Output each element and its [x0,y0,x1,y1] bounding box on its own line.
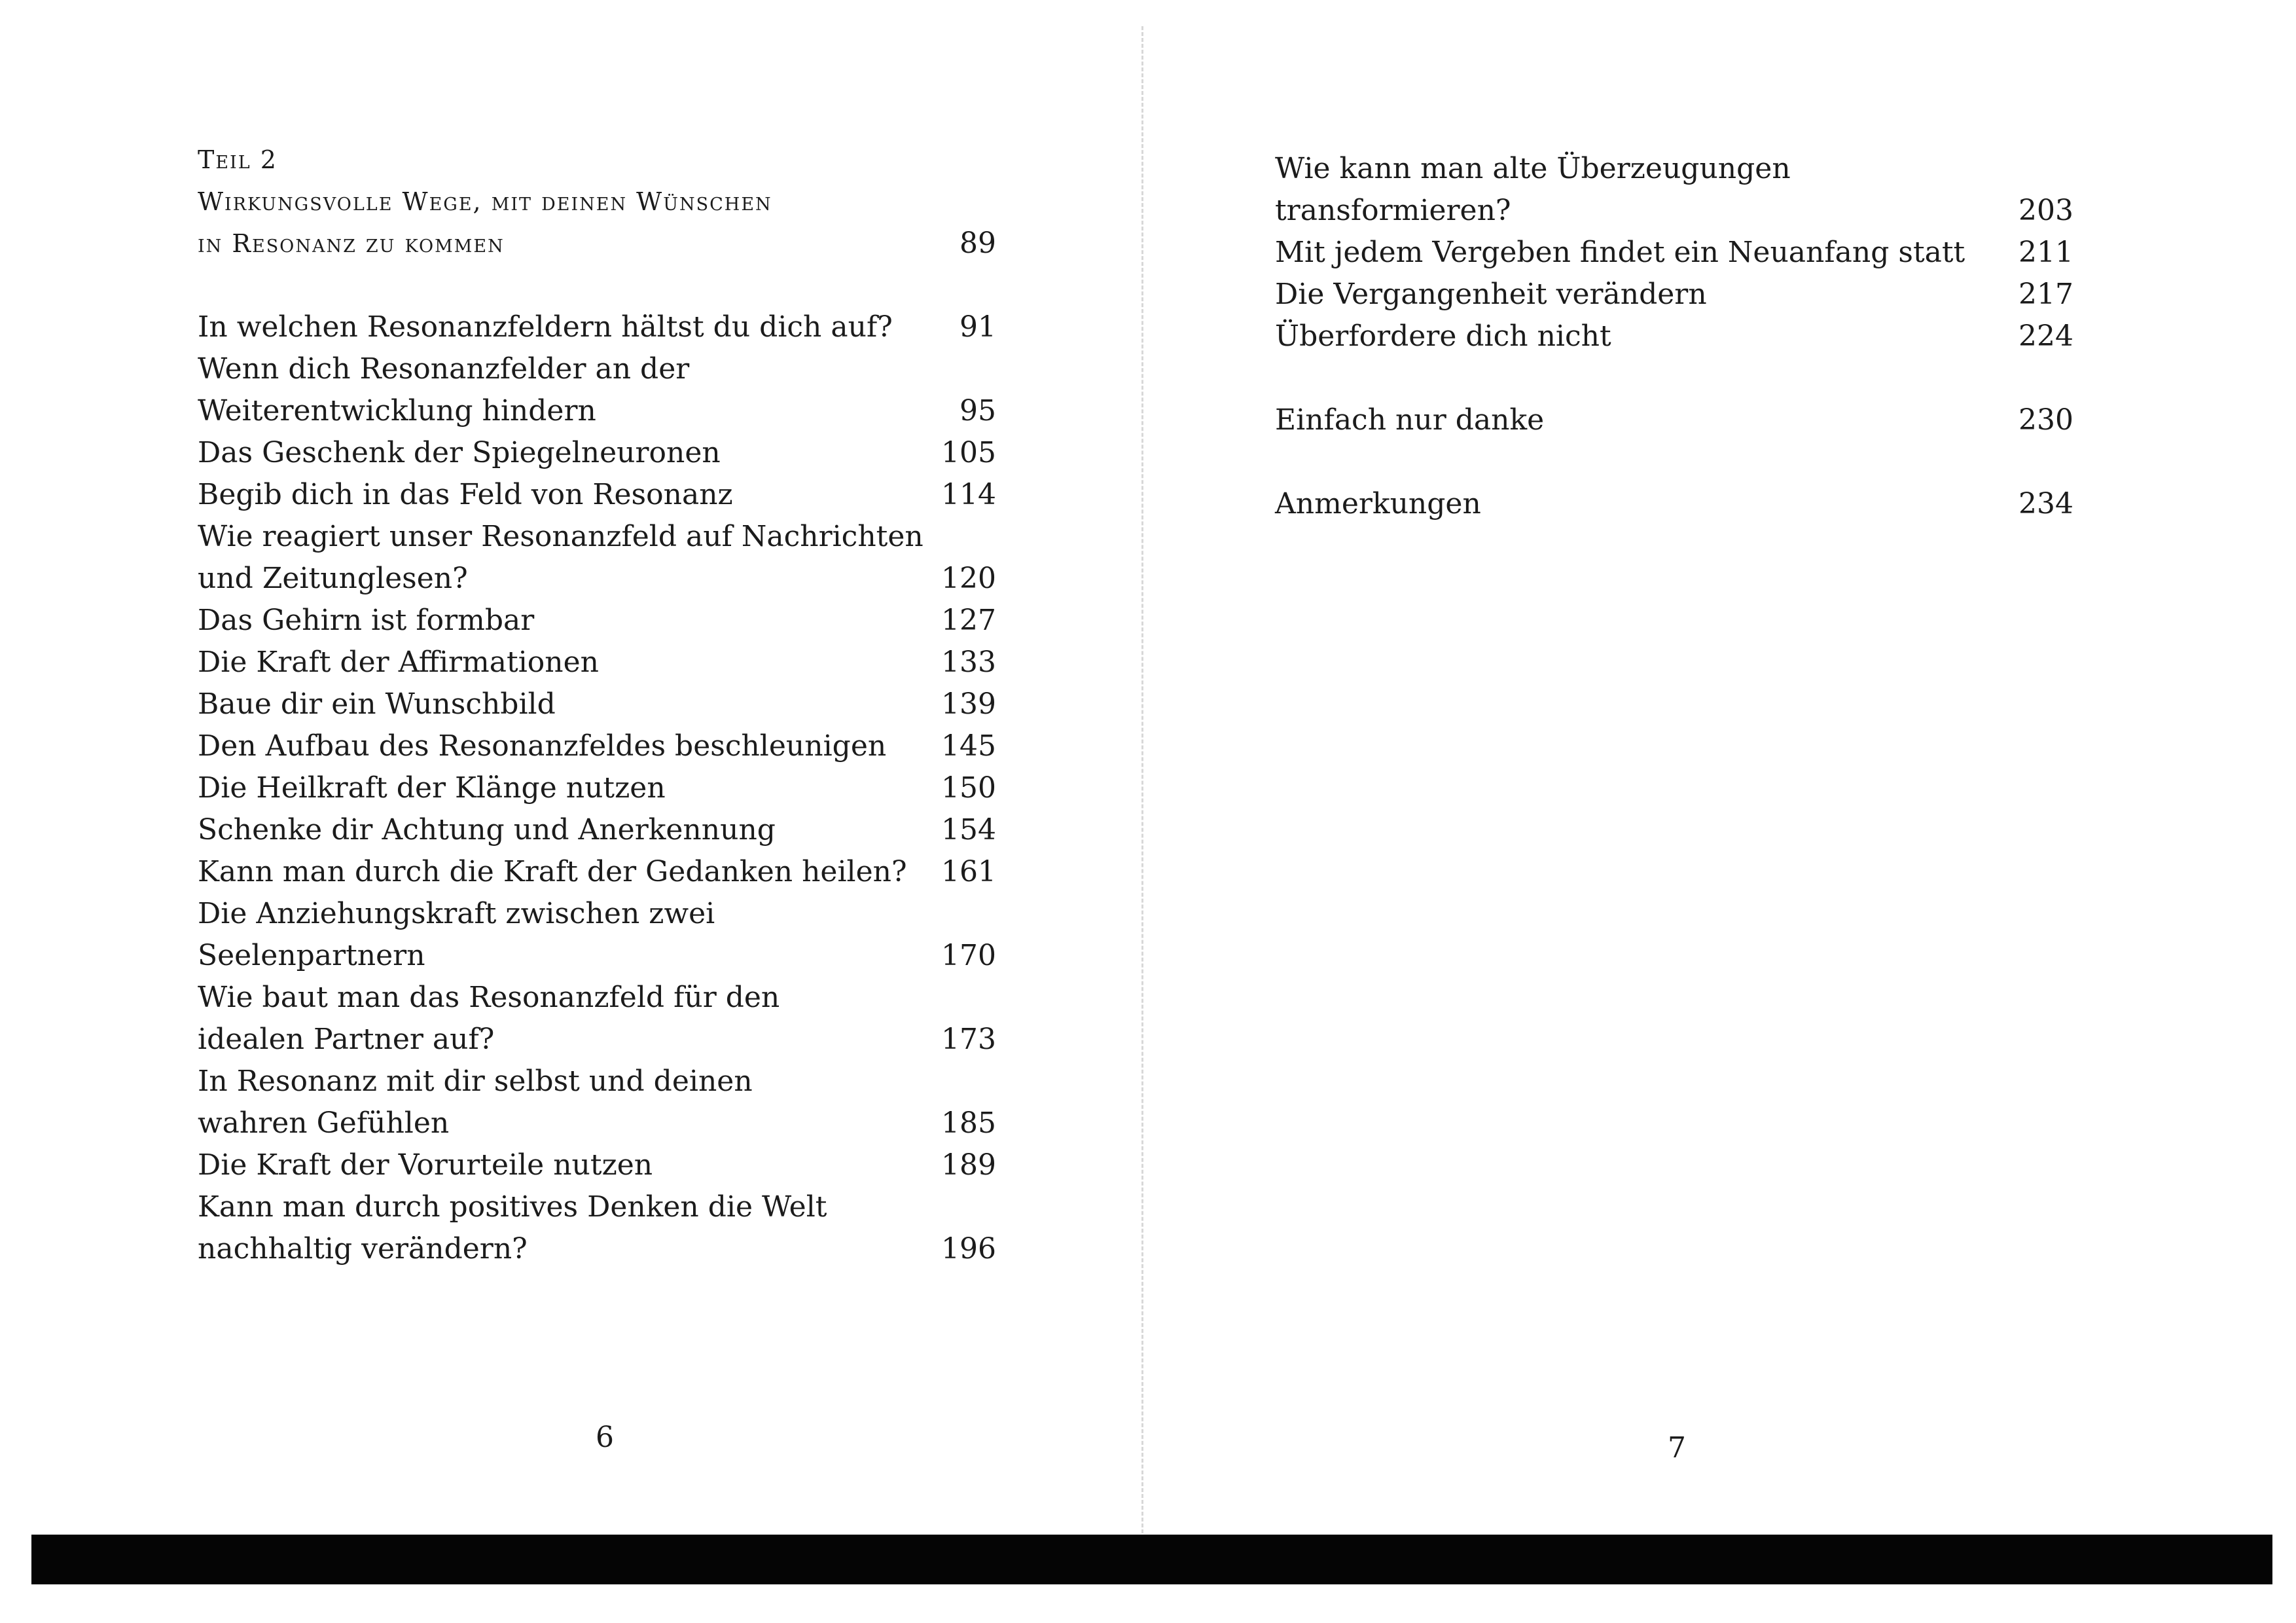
toc-entry [198,348,996,432]
toc-section-title: Anmerkungen [1275,487,1481,520]
toc-entry-title: Wie kann man alte Überzeugungen transformieren? [1275,152,1791,227]
part-label: Teil 2 [198,145,278,174]
page-number-right: 7 [1668,1431,1686,1465]
part-title-row [198,223,996,264]
toc-entry-page: 133 [941,646,996,679]
toc-entry-page: 154 [941,813,996,847]
toc-entry [198,432,996,474]
toc-entry-page: 114 [941,478,996,511]
toc-entry-page: 127 [941,604,996,637]
toc-entry-page: 105 [941,436,996,469]
toc-entry-page: 95 [960,394,996,428]
toc-entry-page: 203 [2018,194,2073,227]
toc-entry [1275,274,2073,316]
left-page [0,0,1139,1623]
toc-entry-page: 145 [941,729,996,763]
toc-entry [198,851,996,893]
toc-entry-title: Überfordere dich nicht [1275,319,1611,353]
toc-entry [1275,148,2073,232]
toc-section-page: 230 [2018,403,2073,437]
toc-entry-page: 170 [941,939,996,972]
toc-entry-page: 91 [960,310,996,344]
toc-section-title: Einfach nur danke [1275,403,1545,437]
toc-entry-title: Schenke dir Achtung und Anerkennung [198,813,776,847]
toc-entry-title: Die Vergangenheit verändern [1275,278,1707,311]
toc-entry-title: Die Heilkraft der Klänge nutzen [198,771,666,805]
page-number-left: 6 [596,1421,614,1454]
scan-edge-bar [31,1535,2272,1584]
toc-list-left [198,306,996,1270]
toc-entry [198,642,996,684]
part-title-line-1: Wirkungsvolle Wege, mit deinen Wünschen [198,187,772,216]
toc-entry-title: Den Aufbau des Resonanzfeldes beschleunigen [198,729,887,763]
toc-list-right [1275,148,2073,525]
toc-entry-title: Begib dich in das Feld von Resonanz [198,478,733,511]
toc-entry-page: 189 [941,1148,996,1182]
toc-section-entry [1275,399,2073,441]
toc-entry-page: 120 [941,562,996,595]
toc-entry [198,767,996,809]
toc-entry-page: 173 [941,1023,996,1056]
toc-entry [198,600,996,642]
toc-entry [198,1144,996,1186]
toc-entry [198,1186,996,1270]
toc-entry-title: Wie baut man das Resonanzfeld für den idealen Partner auf? [198,981,780,1056]
toc-entry-title: Die Anziehungskraft zwischen zwei Seelenpartnern [198,897,715,972]
toc-entry-title: Mit jedem Vergeben findet ein Neuanfang statt [1275,236,1965,269]
toc-entry [198,1061,996,1144]
toc-entry-title: Die Kraft der Vorurteile nutzen [198,1148,653,1182]
toc-entry-page: 185 [941,1106,996,1140]
toc-entry [1275,232,2073,274]
part-heading [198,139,996,264]
toc-entry-title: Das Geschenk der Spiegelneuronen [198,436,721,469]
toc-entry [198,306,996,348]
toc-entry-title: Das Gehirn ist formbar [198,604,535,637]
part-title-line-2: in Resonanz zu kommen [198,229,505,258]
toc-entry [198,809,996,851]
toc-entry-title: In Resonanz mit dir selbst und deinen wahren Gefühlen [198,1065,753,1140]
toc-section-entry [1275,483,2073,525]
toc-section-page: 234 [2018,487,2073,520]
toc-entry [198,893,996,977]
toc-entry-title: In welchen Resonanzfeldern hältst du dich auf? [198,310,893,344]
toc-entry-title: Die Kraft der Affirmationen [198,646,599,679]
toc-entry-title: Kann man durch positives Denken die Welt nachhaltig verändern? [198,1190,827,1266]
toc-entry [198,516,996,600]
toc-entry-page: 161 [941,855,996,888]
toc-entry-page: 196 [941,1232,996,1266]
toc-entry [198,725,996,767]
toc-entry-page: 224 [2018,319,2073,353]
toc-entry-page: 150 [941,771,996,805]
toc-entry [198,684,996,725]
toc-entry [198,977,996,1061]
toc-entry-title: Kann man durch die Kraft der Gedanken heilen? [198,855,907,888]
toc-entry-title: Wenn dich Resonanzfelder an der Weiterentwicklung hindern [198,352,690,428]
toc-entry-page: 211 [2018,236,2073,269]
toc-entry-title: Wie reagiert unser Resonanzfeld auf Nachrichten und Zeitunglesen? [198,520,924,595]
part-page-number: 89 [960,227,996,260]
toc-entry [198,474,996,516]
toc-entry-title: Baue dir ein Wunschbild [198,687,556,721]
toc-entry-page: 217 [2018,278,2073,311]
toc-entry-page: 139 [941,687,996,721]
toc-entry [1275,316,2073,357]
book-gutter [1141,26,1143,1545]
